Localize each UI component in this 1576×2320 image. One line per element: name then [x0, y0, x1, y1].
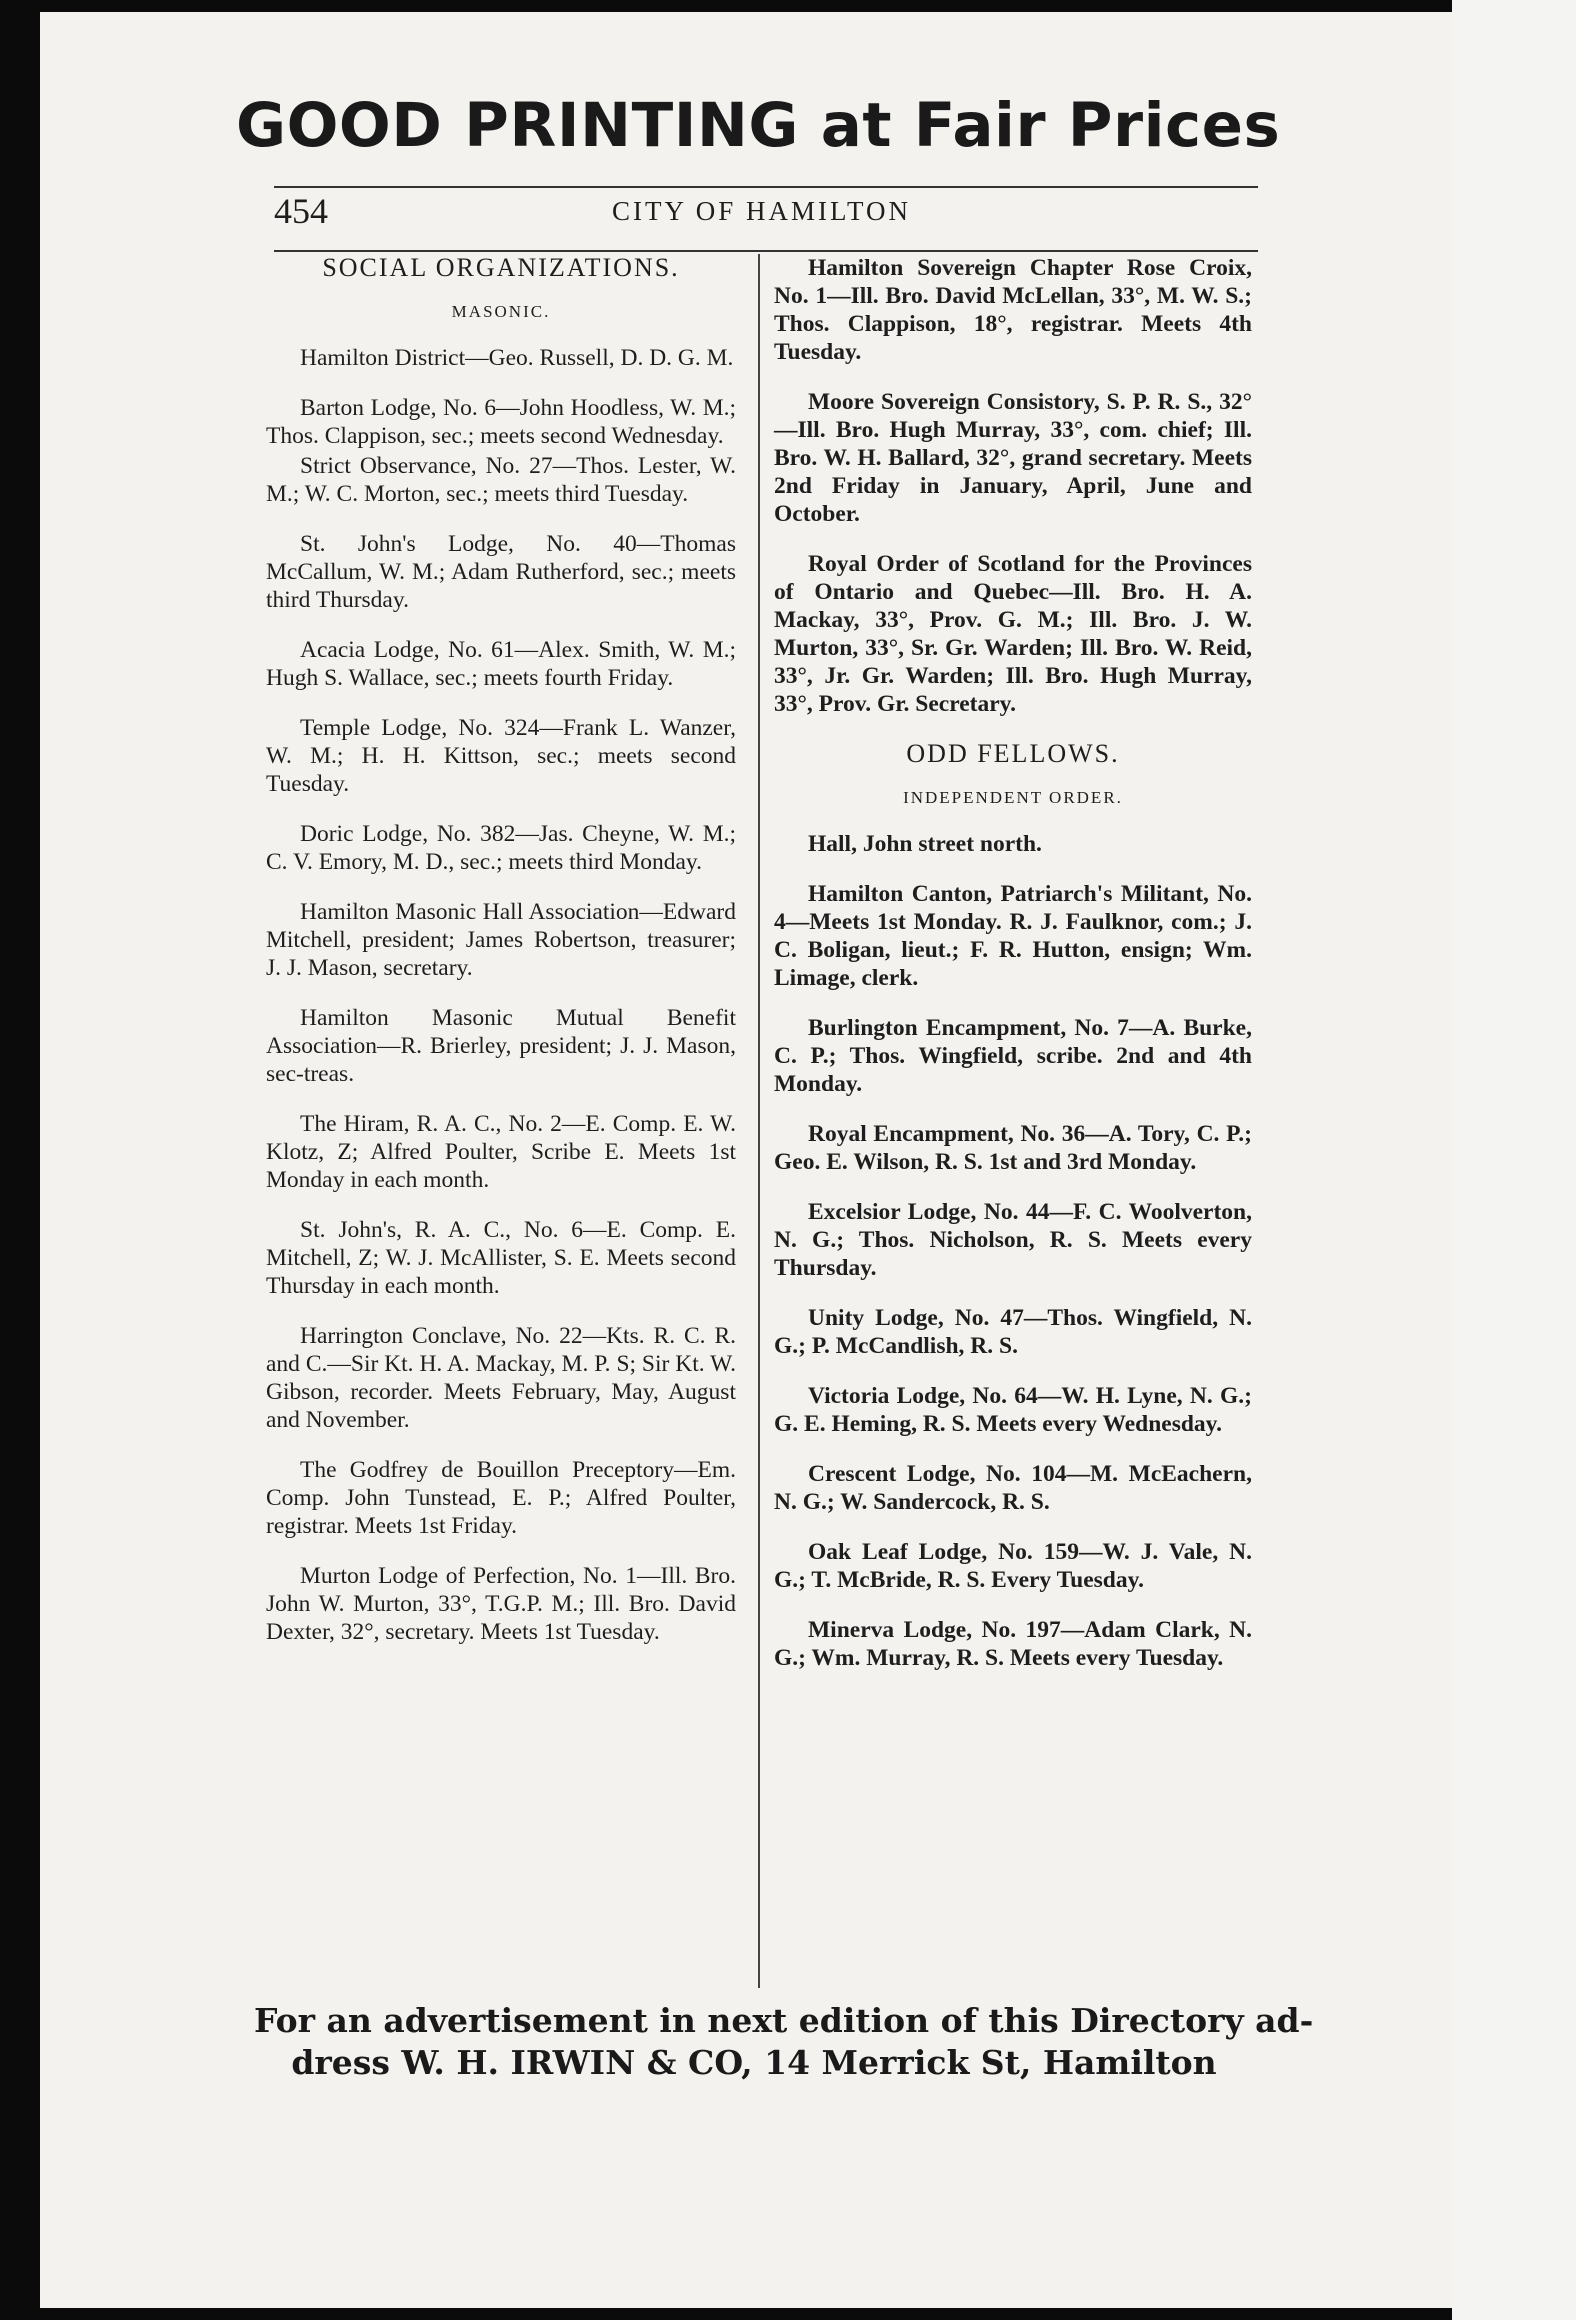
list-item: Burlington Encampment, No. 7—A. Burke, C. P.; Thos. Wingfield, scribe. 2nd and 4th Monday.	[774, 1015, 1252, 1097]
list-item: Crescent Lodge, No. 104—M. McEachern, N. G.; W. Sandercock, R. S.	[774, 1461, 1252, 1515]
list-item: St. John's Lodge, No. 40—Thomas McCallum, W. M.; Adam Rutherford, sec.; meets third Thursday.	[266, 531, 736, 613]
list-item: Excelsior Lodge, No. 44—F. C. Woolverton, N. G.; Thos. Nicholson, R. S. Meets every Thursday.	[774, 1199, 1252, 1281]
list-item: Hamilton Masonic Mutual Benefit Association—R. Brierley, president; J. J. Mason, sec-treas.	[266, 1005, 736, 1087]
list-item: Moore Sovereign Consistory, S. P. R. S., 32°—Ill. Bro. Hugh Murray, 33°, com. chief; Ill. Bro. W. H. Ballard, 32°, grand secretary. Meets 2nd Friday in January, April, June and October.	[774, 389, 1252, 527]
list-item: Temple Lodge, No. 324—Frank L. Wanzer, W. M.; H. H. Kittson, sec.; meets second Tuesday.	[266, 715, 736, 797]
list-item: Hamilton District—Geo. Russell, D. D. G. M.	[300, 345, 734, 371]
list-item: The Hiram, R. A. C., No. 2—E. Comp. E. W. Klotz, Z; Alfred Poulter, Scribe E. Meets 1st Monday in each month.	[266, 1111, 736, 1193]
list-item: Doric Lodge, No. 382—Jas. Cheyne, W. M.; C. V. Emory, M. D., sec.; meets third Monday.	[266, 821, 736, 875]
section-title-social-organizations: SOCIAL ORGANIZATIONS.	[322, 253, 680, 282]
column-divider	[758, 254, 760, 1988]
footer-advertisement	[254, 2000, 1314, 2084]
list-item: Minerva Lodge, No. 197—Adam Clark, N. G.; Wm. Murray, R. S. Meets every Tuesday.	[774, 1617, 1252, 1671]
list-item: Murton Lodge of Perfection, No. 1—Ill. Bro. John W. Murton, 33°, T.G.P. M.; Ill. Bro. David Dexter, 32°, secretary. Meets 1st Tuesday.	[266, 1563, 736, 1645]
list-item: St. John's, R. A. C., No. 6—E. Comp. E. Mitchell, Z; W. J. McAllister, S. E. Meets second Thursday in each month.	[266, 1217, 736, 1299]
header-rule	[274, 186, 1258, 188]
header-advertisement: GOOD PRINTING at Fair Prices	[236, 90, 1281, 161]
list-item: Victoria Lodge, No. 64—W. H. Lyne, N. G.; G. E. Heming, R. S. Meets every Wednesday.	[774, 1383, 1252, 1437]
list-item: Barton Lodge, No. 6—John Hoodless, W. M.; Thos. Clappison, sec.; meets second Wednesday.	[266, 395, 736, 449]
footer-advertisement-line-2: dress W. H. IRWIN & CO, 14 Merrick St, Hamilton	[291, 2043, 1217, 2082]
list-item: Royal Order of Scotland for the Provinces of Ontario and Quebec—Ill. Bro. H. A. Mackay, 33°, Prov. G. M.; Ill. Bro. J. W. Murton, 33°, Sr. Gr. Warden; Ill. Bro. W. Reid, 33°, Jr. Gr. Warden; Ill. Bro. Hugh Murray, 33°, Prov. Gr. Secretary.	[774, 551, 1252, 717]
page-number: 454	[274, 191, 328, 231]
list-item: The Godfrey de Bouillon Preceptory—Em. Comp. John Tunstead, E. P.; Alfred Poulter, registrar. Meets 1st Friday.	[266, 1457, 736, 1539]
list-item: Hamilton Canton, Patriarch's Militant, No. 4—Meets 1st Monday. R. J. Faulknor, com.; J. C. Boligan, lieut.; F. R. Hutton, ensign; Wm. Limage, clerk.	[774, 881, 1252, 991]
section-title-odd-fellows: ODD FELLOWS.	[906, 739, 1120, 768]
list-item: Hamilton Masonic Hall Association—Edward Mitchell, president; James Robertson, treasurer; J. J. Mason, secretary.	[266, 899, 736, 981]
list-item: Acacia Lodge, No. 61—Alex. Smith, W. M.; Hugh S. Wallace, sec.; meets fourth Friday.	[266, 637, 736, 691]
list-item: Harrington Conclave, No. 22—Kts. R. C. R. and C.—Sir Kt. H. A. Mackay, M. P. S; Sir Kt. W. Gibson, recorder. Meets February, May, August and November.	[266, 1323, 736, 1433]
left-column	[266, 254, 736, 1668]
running-title: CITY OF HAMILTON	[612, 196, 912, 226]
list-item: Hall, John street north.	[808, 831, 1042, 857]
list-item: Oak Leaf Lodge, No. 159—W. J. Vale, N. G.; T. McBride, R. S. Every Tuesday.	[774, 1539, 1252, 1593]
list-item: Strict Observance, No. 27—Thos. Lester, W. M.; W. C. Morton, sec.; meets third Tuesday.	[266, 453, 736, 507]
title-rule	[274, 250, 1258, 252]
list-item: Royal Encampment, No. 36—A. Tory, C. P.; Geo. E. Wilson, R. S. 1st and 3rd Monday.	[774, 1121, 1252, 1175]
footer-advertisement-line-1: For an advertisement in next edition of this Directory ad-	[254, 2001, 1314, 2040]
list-item: Hamilton Sovereign Chapter Rose Croix, No. 1—Ill. Bro. David McLellan, 33°, M. W. S.; Thos. Clappison, 18°, registrar. Meets 4th Tuesday.	[774, 255, 1252, 365]
list-item: Unity Lodge, No. 47—Thos. Wingfield, N. G.; P. McCandlish, R. S.	[774, 1305, 1252, 1359]
subsection-title-independent-order: INDEPENDENT ORDER.	[903, 788, 1123, 807]
subsection-title-masonic: MASONIC.	[451, 302, 551, 321]
adjacent-page-edge	[1452, 0, 1576, 2320]
right-column	[774, 254, 1252, 1694]
